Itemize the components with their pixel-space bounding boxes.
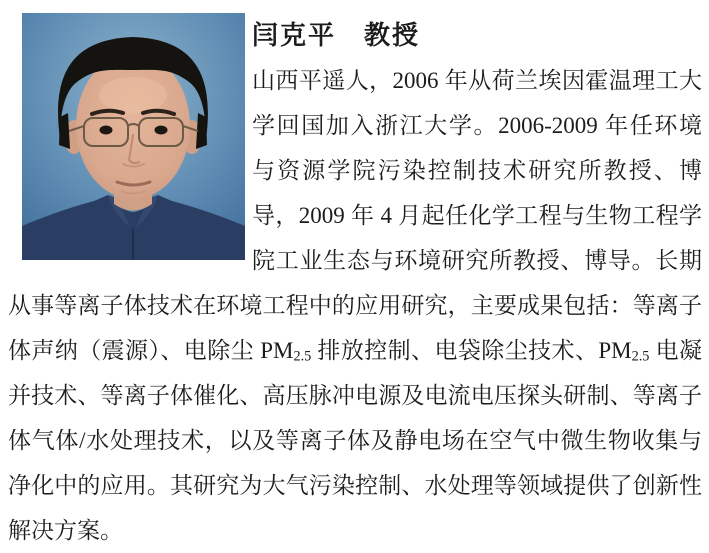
portrait-illustration xyxy=(22,13,245,260)
professor-portrait-photo xyxy=(22,13,245,260)
page-title: 闫克平 教授 xyxy=(252,21,421,50)
bio-paragraph: 山西平遥人，2006 年从荷兰埃因霍温理工大学回国加入浙江大学。2006-2009 年任环境与资源学院污染控制技术研究所教授、博导，2009 年 4 月起任化学工程与生物工程学院工业生态与环境研究所教授、博导。长期从事等离子体技术在环境工程中的应用研究，主要成果包括：等离子体声纳（震源）、电除尘 $PM_{2.5}$ 排放控制、电袋除尘技术、$PM_{2.5}$ 电凝并技术、等离子体催化、高压脉冲电源及电流电压探头研制、等离子体气体/水处理技术，以及等离子体及静电场在空气中微生物收集与净化中的应用。其研究为大气污染控制、水处理等领域提供了创新性解决方案。 xyxy=(8,68,702,543)
